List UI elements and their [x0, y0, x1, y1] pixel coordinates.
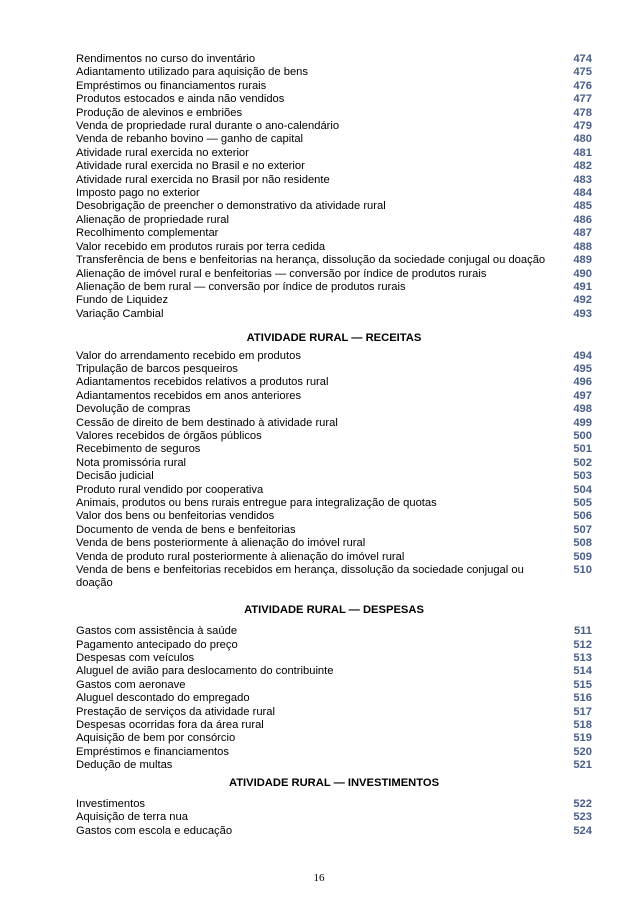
entry-number: 483 [573, 173, 592, 186]
entry-number: 521 [573, 759, 592, 772]
section-investimentos-entries [76, 798, 592, 838]
entry-label: Dedução de multas [76, 759, 173, 772]
entry-number: 498 [573, 403, 592, 416]
entry-label: Recebimento de seguros [76, 443, 201, 456]
entry-number: 499 [573, 416, 592, 429]
entry-number: 491 [573, 280, 592, 293]
index-entry [76, 281, 592, 294]
entry-number: 517 [573, 705, 592, 718]
index-entry [76, 457, 592, 470]
entry-label: Decisão judicial [76, 470, 154, 483]
entry-number: 490 [573, 267, 592, 280]
index-entry [76, 53, 592, 66]
index-entry [76, 759, 592, 772]
index-entry [76, 798, 592, 811]
entry-label: Empréstimos e financiamentos [76, 745, 229, 758]
index-entry [76, 719, 592, 732]
index-entry [76, 187, 592, 200]
entry-number: 501 [573, 443, 592, 456]
index-entry [76, 679, 592, 692]
entry-label: Prestação de serviços da atividade rural [76, 705, 275, 718]
index-entry [76, 254, 592, 267]
entry-label: Nota promissória rural [76, 456, 187, 469]
section-heading-investimentos: ATIVIDADE RURAL — INVESTIMENTOS [228, 776, 440, 789]
page-number: 16 [313, 872, 325, 884]
index-entry [76, 665, 592, 678]
index-entry [76, 692, 592, 705]
entry-label: Venda de bens e benfeitorias recebidos em herança, dissolução da sociedade conjugal ou doação [76, 564, 524, 590]
index-entry [76, 510, 592, 523]
entry-label: Produção de alevinos e embriões [76, 106, 243, 119]
entry-number: 477 [573, 93, 592, 106]
entry-number: 503 [573, 470, 592, 483]
index-entry [76, 625, 592, 638]
entry-label: Alienação de bem rural — conversão por índice de produtos rurais [76, 280, 406, 293]
entry-number: 519 [573, 732, 592, 745]
section-heading-receitas: ATIVIDADE RURAL — RECEITAS [246, 332, 422, 345]
entry-number: 492 [573, 294, 592, 307]
entry-label: Venda de rebanho bovino — ganho de capital [76, 133, 304, 146]
index-entry [76, 174, 592, 187]
entry-label: Produtos estocados e ainda não vendidos [76, 93, 285, 106]
index-entry [76, 227, 592, 240]
section-heading-despesas: ATIVIDADE RURAL — DESPESAS [244, 603, 424, 616]
entry-number: 502 [573, 456, 592, 469]
entry-label: Valor dos bens ou benfeitorias vendidos [76, 510, 275, 523]
index-entry [76, 825, 592, 838]
entry-label: Atividade rural exercida no Brasil por não residente [76, 173, 330, 186]
entry-label: Despesas com veículos [76, 652, 195, 665]
entry-number: 505 [573, 496, 592, 509]
index-entry [76, 564, 592, 591]
entry-number: 496 [573, 376, 592, 389]
index-entry [76, 537, 592, 550]
entry-label: Animais, produtos ou bens rurais entregue para integralização de quotas [76, 496, 437, 509]
entry-label: Investimentos [76, 798, 146, 811]
entry-label: Adiantamentos recebidos relativos a produtos rural [76, 376, 329, 389]
entry-number: 524 [573, 824, 592, 837]
entry-label: Imposto pago no exterior [76, 187, 200, 200]
entry-label: Fundo de Liquidez [76, 294, 169, 307]
entry-number: 474 [573, 53, 592, 65]
index-entry [76, 133, 592, 146]
entry-number: 481 [573, 146, 592, 159]
entry-number: 520 [573, 745, 592, 758]
entry-number: 504 [573, 483, 592, 496]
section-investimentos [76, 777, 592, 839]
index-entry [76, 308, 592, 321]
index-entry [76, 80, 592, 93]
index-entry [76, 443, 592, 456]
entry-label: Empréstimos ou financiamentos rurais [76, 79, 267, 92]
entry-label: Valores recebidos de órgãos públicos [76, 429, 262, 442]
index-entry [76, 470, 592, 483]
section-despesas-entries [76, 625, 592, 772]
entry-number: 511 [573, 625, 592, 638]
index-entry [76, 350, 592, 363]
entry-number: 510 [573, 564, 592, 577]
entry-number: 512 [573, 638, 592, 651]
entry-number: 480 [573, 133, 592, 146]
section-receitas [76, 332, 592, 591]
index-entry [76, 652, 592, 665]
index-entry [76, 120, 592, 133]
index-entry [76, 390, 592, 403]
section-despesas [76, 604, 592, 773]
entry-number: 522 [573, 798, 592, 811]
index-document [76, 53, 592, 838]
entry-number: 475 [573, 66, 592, 79]
entry-label: Valor recebido em produtos rurais por terra cedida [76, 240, 326, 253]
entry-number: 487 [573, 227, 592, 240]
index-entry [76, 417, 592, 430]
entry-number: 516 [573, 692, 592, 705]
entry-label: Aquisição de terra nua [76, 811, 188, 824]
section-receitas-entries [76, 350, 592, 591]
entry-number: 514 [573, 665, 592, 678]
entry-label: Transferência de bens e benfeitorias na herança, dissolução da sociedade conjugal ou doação [76, 254, 546, 267]
entry-number: 506 [573, 510, 592, 523]
entry-label: Gastos com assistência à saúde [76, 625, 238, 638]
entry-label: Alienação de imóvel rural e benfeitorias — conversão por índice de produtos rurais [76, 267, 487, 280]
entry-label: Variação Cambial [76, 307, 164, 320]
index-entry [76, 93, 592, 106]
entry-number: 489 [573, 254, 592, 267]
entry-label: Alienação de propriedade rural [76, 213, 229, 226]
index-entry [76, 241, 592, 254]
index-entry [76, 706, 592, 719]
entry-number: 513 [573, 652, 592, 665]
index-entry [76, 551, 592, 564]
entry-label: Atividade rural exercida no exterior [76, 146, 249, 159]
entry-label: Gastos com escola e educação [76, 824, 233, 837]
index-entry [76, 200, 592, 213]
index-entry [76, 66, 592, 79]
entry-number: 485 [573, 200, 592, 213]
entry-label: Aluguel de avião para deslocamento do contribuinte [76, 665, 334, 678]
index-entry [76, 214, 592, 227]
entry-label: Venda de produto rural posteriormente à alienação do imóvel rural [76, 550, 405, 563]
entry-number: 476 [573, 79, 592, 92]
index-entry [76, 107, 592, 120]
entry-number: 494 [573, 349, 592, 362]
section-general-entries [76, 53, 592, 321]
entry-number: 488 [573, 240, 592, 253]
index-entry [76, 294, 592, 307]
entry-label: Adiantamento utilizado para aquisição de bens [76, 66, 308, 79]
entry-number: 509 [573, 550, 592, 563]
entry-number: 518 [573, 719, 592, 732]
entry-label: Despesas ocorridas fora da área rural [76, 719, 264, 732]
entry-number: 497 [573, 389, 592, 402]
index-entry [76, 376, 592, 389]
entry-label: Aquisição de bem por consórcio [76, 732, 236, 745]
entry-label: Rendimentos no curso do inventário [76, 53, 256, 65]
index-entry [76, 732, 592, 745]
entry-label: Devolução de compras [76, 403, 191, 416]
entry-label: Desobrigação de preencher o demonstrativo da atividade rural [76, 200, 386, 213]
entry-label: Recolhimento complementar [76, 227, 219, 240]
entry-number: 482 [573, 160, 592, 173]
index-entry [76, 430, 592, 443]
index-entry [76, 524, 592, 537]
entry-label: Atividade rural exercida no Brasil e no exterior [76, 160, 305, 173]
index-entry [76, 484, 592, 497]
entry-number: 507 [573, 523, 592, 536]
entry-label: Cessão de direito de bem destinado à atividade rural [76, 416, 338, 429]
entry-label: Aluguel descontado do empregado [76, 692, 250, 705]
section-general [76, 53, 592, 321]
entry-label: Gastos com aeronave [76, 678, 186, 691]
entry-number: 508 [573, 537, 592, 550]
entry-label: Produto rural vendido por cooperativa [76, 483, 264, 496]
entry-number: 479 [573, 120, 592, 133]
entry-number: 493 [573, 307, 592, 320]
index-entry [76, 497, 592, 510]
index-entry [76, 639, 592, 652]
entry-number: 515 [573, 678, 592, 691]
index-entry [76, 147, 592, 160]
index-entry [76, 363, 592, 376]
entry-number: 484 [573, 187, 592, 200]
entry-label: Tripulação de barcos pesqueiros [76, 362, 238, 375]
entry-label: Pagamento antecipado do preço [76, 638, 238, 651]
entry-number: 500 [573, 429, 592, 442]
entry-number: 523 [573, 811, 592, 824]
entry-label: Venda de propriedade rural durante o ano-calendário [76, 120, 340, 133]
index-entry [76, 160, 592, 173]
index-entry [76, 811, 592, 824]
entry-number: 495 [573, 362, 592, 375]
entry-label: Venda de bens posteriormente à alienação do imóvel rural [76, 537, 366, 550]
entry-number: 478 [573, 106, 592, 119]
entry-label: Valor do arrendamento recebido em produtos [76, 349, 301, 362]
index-entry [76, 268, 592, 281]
entry-label: Documento de venda de bens e benfeitorias [76, 523, 296, 536]
index-entry [76, 403, 592, 416]
entry-label: Adiantamentos recebidos em anos anteriores [76, 389, 302, 402]
index-entry [76, 746, 592, 759]
entry-number: 486 [573, 213, 592, 226]
